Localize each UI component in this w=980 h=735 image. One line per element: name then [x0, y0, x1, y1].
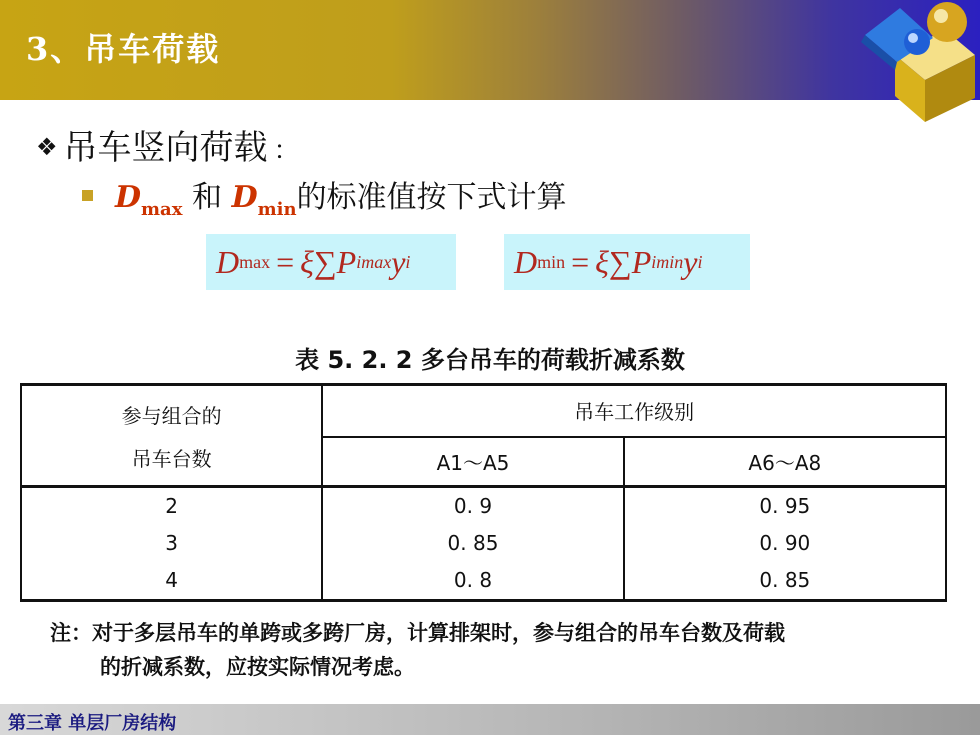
note-line-2: 的折减系数，应按实际情况考虑。	[100, 655, 415, 679]
table-header-row	[21, 385, 946, 437]
footer-bar	[0, 704, 980, 735]
square-bullet-icon	[82, 190, 93, 201]
d-min-symbol: $D_{min}$	[231, 180, 297, 220]
note-line-1: 注：对于多层吊车的单跨或多跨厂房，计算排架时，参与组合的吊车台数及荷载	[50, 621, 785, 645]
formula-dmax: D max = ξ ∑ P imax y i	[206, 234, 456, 290]
crane-count-cell: 4	[21, 561, 322, 601]
a6-factor-cell: 0. 90	[624, 525, 946, 561]
chapter-label: 第三章 单层厂房结构	[8, 713, 177, 734]
subpoint-standard-value	[82, 172, 567, 220]
header-a6-a8: A6～A8	[624, 437, 946, 487]
a1-factor-cell: 0. 8	[322, 561, 623, 601]
table-row	[21, 487, 946, 525]
title-bar	[0, 0, 980, 100]
table-caption: 表 5. 2. 2 多台吊车的荷载折减系数	[295, 346, 685, 374]
heading-text: 吊车竖向荷载	[63, 128, 268, 168]
a1-factor-cell: 0. 85	[322, 525, 623, 561]
box-logo-icon	[855, 0, 980, 125]
table-row	[21, 561, 946, 601]
slide-title: 3、吊车荷载	[26, 30, 221, 68]
table-row	[21, 525, 946, 561]
subpoint-text: 的标准值按下式计算	[296, 180, 567, 215]
reduction-factor-table	[20, 383, 947, 602]
header-a1-a5: A1～A5	[322, 437, 623, 487]
header-work-class: 吊车工作级别	[322, 385, 946, 437]
crane-count-cell: 3	[21, 525, 322, 561]
diamond-bullet-icon: ❖	[36, 133, 58, 161]
connector-he: 和	[192, 180, 223, 215]
d-max-symbol: $D_{max}$	[115, 180, 183, 220]
a6-factor-cell: 0. 95	[624, 487, 946, 525]
heading-colon: ：	[273, 136, 300, 166]
formula-dmin: D min = ξ ∑ P imin y i	[504, 234, 750, 290]
a6-factor-cell: 0. 85	[624, 561, 946, 601]
heading-vertical-load	[36, 120, 300, 169]
crane-count-cell: 2	[21, 487, 322, 525]
table-note	[50, 616, 960, 684]
header-crane-count: 参与组合的 吊车台数	[21, 385, 322, 487]
a1-factor-cell: 0. 9	[322, 487, 623, 525]
